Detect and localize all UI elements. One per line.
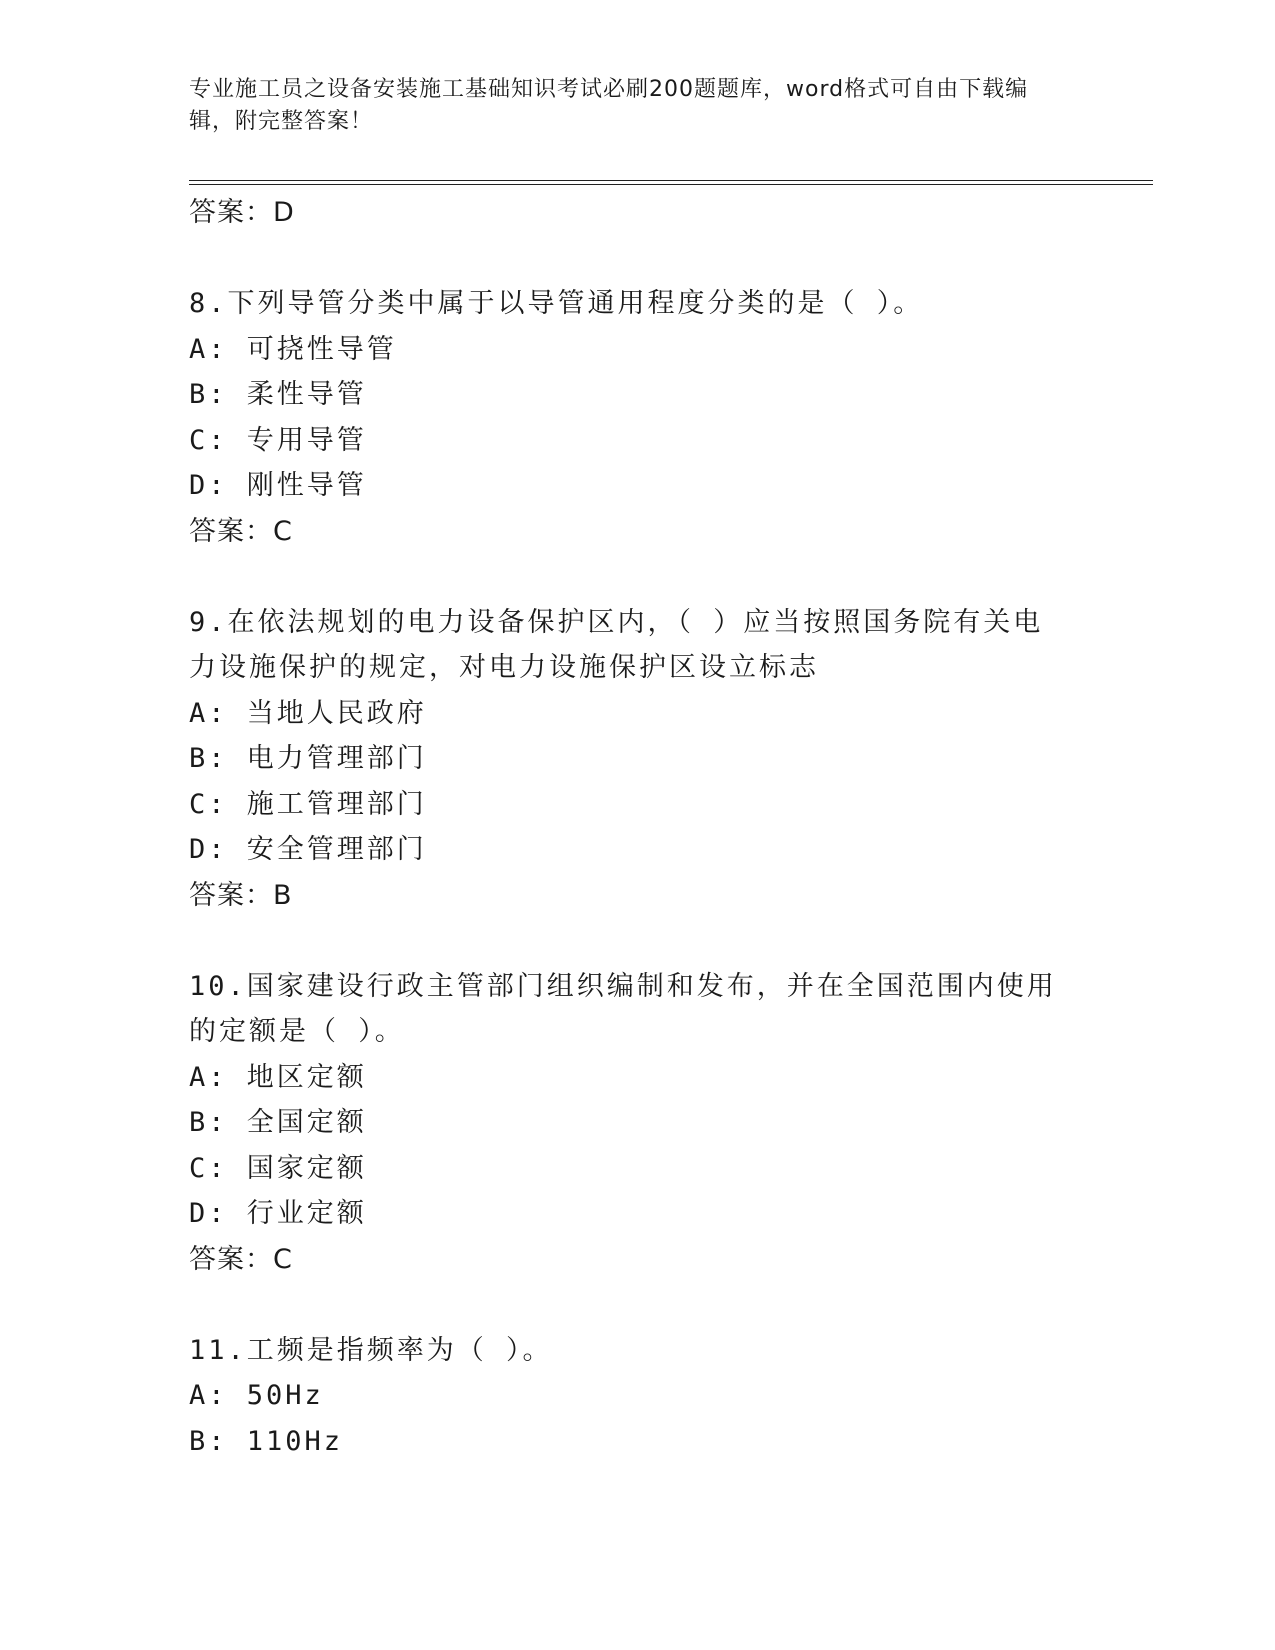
option-c: C: 国家定额 [189,1152,367,1184]
option-b: B: 柔性导管 [189,379,367,410]
option-d: D: 行业定额 [189,1198,367,1229]
option-b: B: 电力管理部门 [189,743,427,774]
header-divider [189,180,1153,185]
question-11 [189,1328,1089,1465]
option-d: D: 安全管理部门 [189,834,427,865]
question-8 [189,281,1089,554]
document-header: 专业施工员之设备安装施工基础知识考试必刷200题题库，word格式可自由下载编辑，附完整答案！ [189,77,1029,134]
option-d: D: 刚性导管 [189,470,367,501]
answer-line: 答案：D [189,197,295,228]
option-a: A: 50Hz [189,1380,324,1411]
option-c: C: 施工管理部门 [189,788,427,820]
question-text: 11.工频是指频率为（ ）。 [189,1334,553,1366]
question-9 [189,600,1089,919]
question-text: 10.国家建设行政主管部门组织编制和发布，并在全国范围内使用的定额是（ ）。 [189,970,1057,1047]
option-b: B: 110Hz [189,1425,344,1457]
question-10 [189,964,1089,1283]
question-text: 9.在依法规划的电力设备保护区内，（ ）应当按照国务院有关电力设施保护的规定，对电力设施保护区设立标志 [189,606,1044,683]
answer-line: 答案：B [189,879,293,911]
option-b: B: 全国定额 [189,1107,367,1138]
question-text: 8.下列导管分类中属于以导管通用程度分类的是（ ）。 [189,288,924,319]
option-a: A: 地区定额 [189,1061,367,1093]
answer-line: 答案：C [189,515,293,547]
answer-line: 答案：C [189,1243,293,1275]
option-c: C: 专用导管 [189,424,367,456]
document-body [189,190,1089,1464]
option-a: A: 可挠性导管 [189,333,397,365]
option-a: A: 当地人民政府 [189,697,427,729]
